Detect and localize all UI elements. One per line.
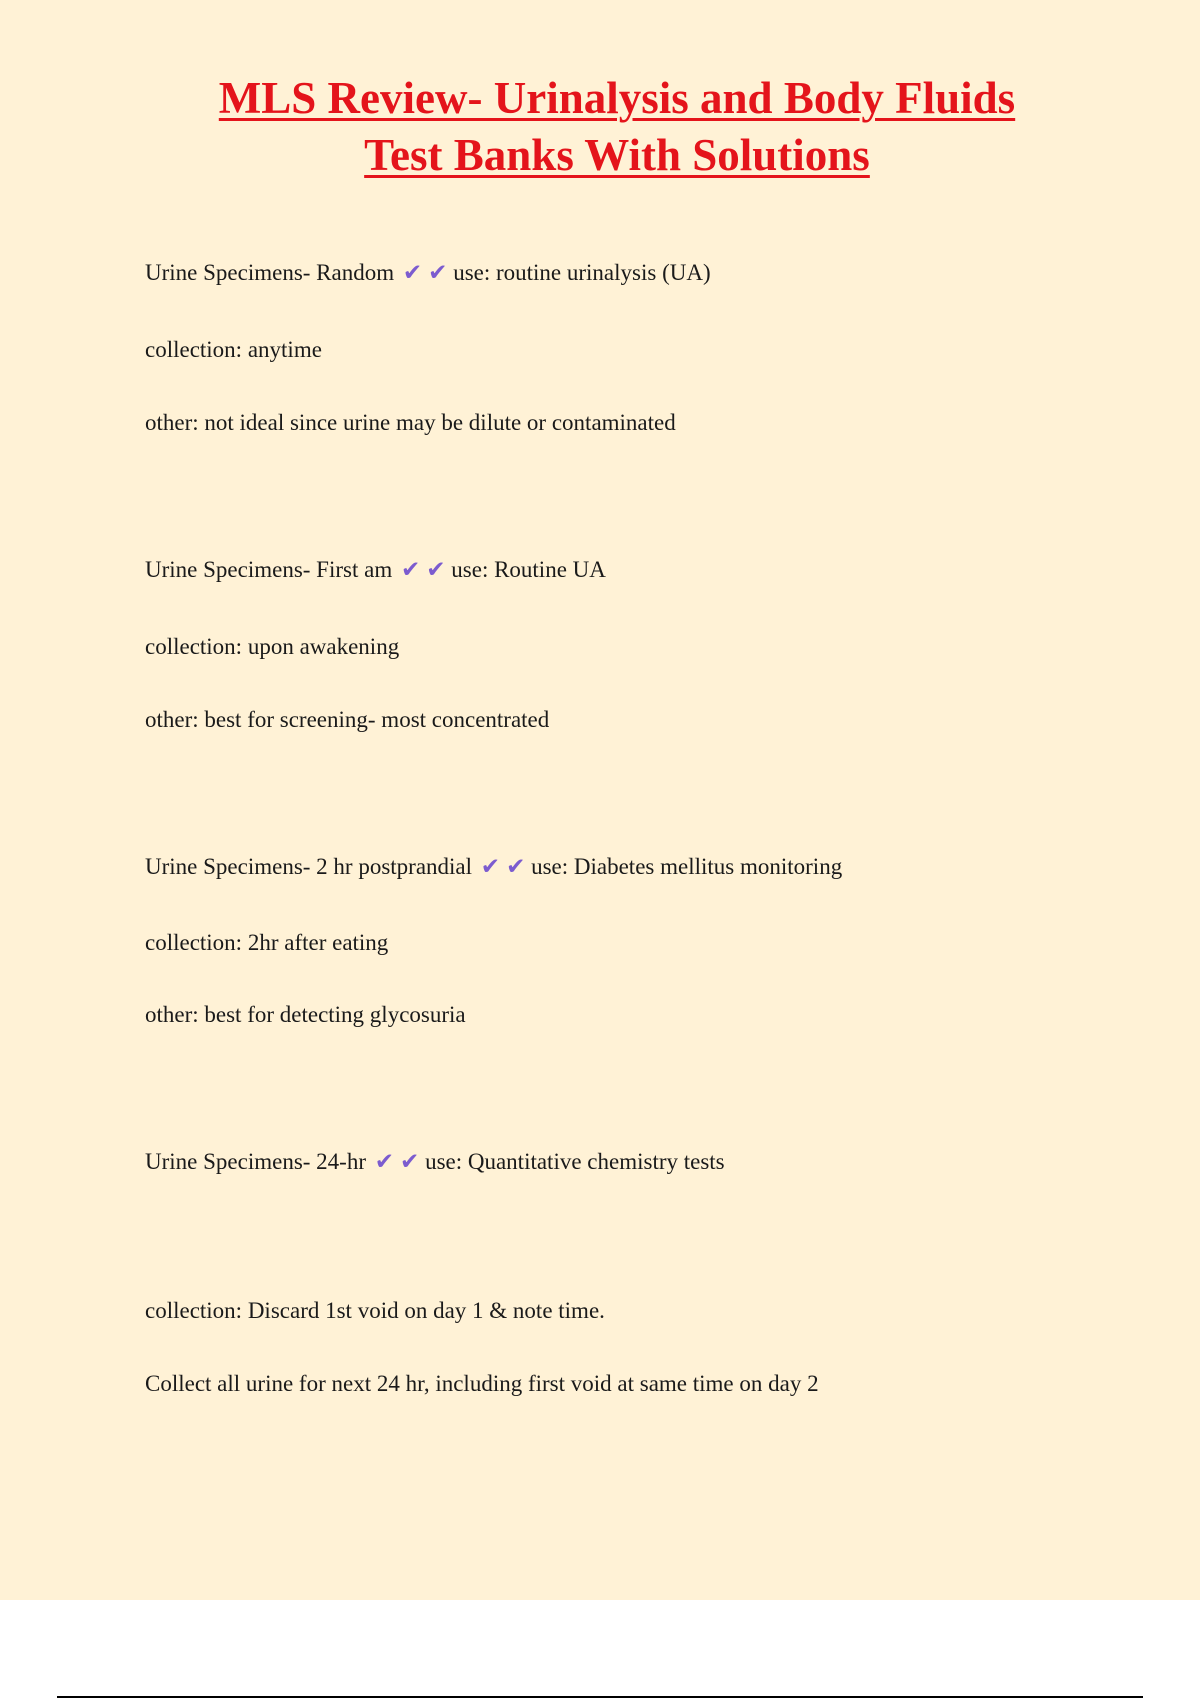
entry-question: Urine Specimens- 24-hr xyxy=(145,1149,366,1174)
check-icon: ✔ xyxy=(374,1149,395,1175)
check-icon: ✔ xyxy=(426,557,446,583)
entry-detail: other: not ideal since urine may be dilute or contaminated xyxy=(145,410,676,435)
entry-question: Urine Specimens- First am xyxy=(145,557,393,582)
entry-question: Urine Specimens- 2 hr postprandial xyxy=(145,854,473,879)
entry-detail: collection: upon awakening xyxy=(145,634,400,659)
document-title xyxy=(0,70,1200,184)
check-icon: ✔ xyxy=(400,1149,420,1175)
title-line-2: Test Banks With Solutions xyxy=(364,130,870,180)
entry-detail: collection: Discard 1st void on day 1 & note time. xyxy=(145,1298,605,1323)
entry-question-line xyxy=(145,555,606,585)
entry-answer: use: routine urinalysis (UA) xyxy=(453,260,711,285)
entry-question-line xyxy=(145,852,842,882)
check-icon: ✔ xyxy=(480,854,501,880)
entry-answer: use: Quantitative chemistry tests xyxy=(425,1149,725,1174)
page-divider xyxy=(57,1696,1143,1698)
check-icon: ✔ xyxy=(402,260,423,286)
entry-detail: Collect all urine for next 24 hr, including first void at same time on day 2 xyxy=(145,1371,819,1396)
entry-question-line xyxy=(145,258,711,288)
entry-detail: other: best for detecting glycosuria xyxy=(145,1002,466,1027)
entry-answer: use: Diabetes mellitus monitoring xyxy=(531,854,843,879)
entry-detail: collection: anytime xyxy=(145,337,322,362)
check-icon: ✔ xyxy=(428,260,448,286)
entry-detail: other: best for screening- most concentrated xyxy=(145,707,550,732)
entry-detail: collection: 2hr after eating xyxy=(145,930,389,955)
entry-answer: use: Routine UA xyxy=(451,557,606,582)
entry-question: Urine Specimens- Random xyxy=(145,260,395,285)
entry-question-line xyxy=(145,1147,725,1177)
title-line-1: MLS Review- Urinalysis and Body Fluids xyxy=(218,73,1016,123)
check-icon: ✔ xyxy=(506,854,526,880)
check-icon: ✔ xyxy=(400,557,421,583)
